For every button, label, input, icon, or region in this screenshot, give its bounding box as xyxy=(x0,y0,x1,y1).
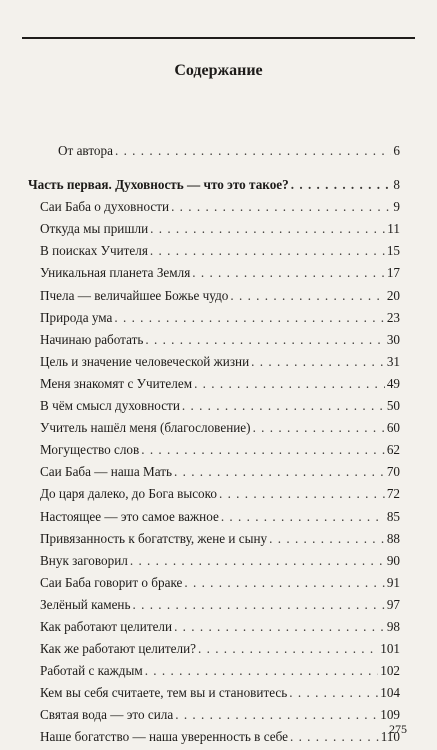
toc-entry[interactable] xyxy=(28,240,400,262)
leader-dots xyxy=(174,616,385,638)
toc-entry[interactable] xyxy=(28,638,400,660)
toc-entry-page: 49 xyxy=(386,375,400,391)
leader-dots xyxy=(194,373,385,395)
toc-entry-page: 98 xyxy=(386,618,400,634)
toc-part-heading[interactable] xyxy=(28,174,400,196)
leader-dots xyxy=(182,395,385,417)
toc-entry[interactable] xyxy=(28,395,400,417)
leader-dots xyxy=(291,174,392,196)
toc-entry-page: 88 xyxy=(386,530,400,546)
toc-entry-label: В поисках Учителя xyxy=(40,243,148,259)
header-rule xyxy=(22,37,415,39)
toc-entry-page: 60 xyxy=(386,420,400,436)
toc-part-page: 8 xyxy=(393,177,400,193)
leader-dots xyxy=(141,439,385,461)
toc-entry-label: Саи Баба — наша Мать xyxy=(40,464,173,480)
toc-entry-label: Внук заговорил xyxy=(40,552,128,568)
toc-entry-label: Работай с каждым xyxy=(40,663,143,679)
toc-entry[interactable] xyxy=(28,616,400,638)
page-title: Содержание xyxy=(174,62,263,79)
leader-dots xyxy=(251,351,385,373)
leader-dots xyxy=(115,140,391,162)
leader-dots xyxy=(219,483,385,505)
toc-entry-page: 30 xyxy=(386,331,400,347)
toc-entry[interactable] xyxy=(28,329,400,351)
toc-entry[interactable] xyxy=(28,726,400,748)
leader-dots xyxy=(150,240,385,262)
toc-entry-page: 31 xyxy=(386,353,400,369)
toc-entry-page: 90 xyxy=(386,552,400,568)
leader-dots xyxy=(114,307,384,329)
leader-dots xyxy=(175,704,378,726)
leader-dots xyxy=(184,572,384,594)
leader-dots xyxy=(290,726,379,748)
toc-entry-label: Привязанность к богатству, жене и сыну xyxy=(40,530,268,546)
toc-entry-label: Саи Баба говорит о браке xyxy=(40,574,183,590)
leader-dots xyxy=(289,682,378,704)
toc-entry[interactable] xyxy=(28,285,400,307)
leader-dots xyxy=(174,461,385,483)
toc-entry-label: Цель и значение человеческой жизни xyxy=(40,353,250,369)
toc-entry[interactable] xyxy=(28,218,400,240)
toc-entry[interactable] xyxy=(28,572,400,594)
page-number: 275 xyxy=(389,722,407,736)
toc-entry[interactable] xyxy=(28,307,400,329)
leader-dots xyxy=(198,638,378,660)
leader-dots xyxy=(192,262,385,284)
toc-entry[interactable] xyxy=(28,262,400,284)
leader-dots xyxy=(171,196,391,218)
toc-entry-label: Саи Баба о духовности xyxy=(40,199,170,215)
leader-dots xyxy=(150,218,385,240)
toc-entry-label: Могущество слов xyxy=(40,442,140,458)
toc-entry-page: 62 xyxy=(386,442,400,458)
table-of-contents xyxy=(28,140,400,749)
toc-entry-label: Пчела — величайшее Божье чудо xyxy=(40,287,229,303)
toc-entry[interactable] xyxy=(28,461,400,483)
toc-entry[interactable] xyxy=(28,373,400,395)
toc-entry[interactable] xyxy=(28,483,400,505)
leader-dots xyxy=(145,329,384,351)
toc-entry-page: 9 xyxy=(393,199,400,215)
toc-entry[interactable] xyxy=(28,506,400,528)
toc-entry-label: Кем вы себя считаете, тем вы и становитесь xyxy=(40,685,288,701)
toc-entry[interactable] xyxy=(28,417,400,439)
toc-entry-page: 104 xyxy=(380,685,400,701)
leader-dots xyxy=(130,550,385,572)
toc-entry-label: Уникальная планета Земля xyxy=(40,265,191,281)
toc-entry-label: Настоящее — это самое важное xyxy=(40,508,219,524)
toc-entry-page: 101 xyxy=(380,641,400,657)
toc-entry[interactable] xyxy=(28,196,400,218)
toc-entry-label: Природа ума xyxy=(40,309,113,325)
toc-entry-label: Учитель нашёл меня (благословение) xyxy=(40,420,251,436)
toc-part-label: Часть первая. Духовность — что это такое? xyxy=(28,177,289,193)
toc-entry-page: 11 xyxy=(387,221,400,237)
toc-entry-label: Меня знакомят с Учителем xyxy=(40,375,193,391)
toc-entry-label: Как же работают целители? xyxy=(40,641,197,657)
leader-dots xyxy=(253,417,385,439)
toc-entry[interactable] xyxy=(28,704,400,726)
toc-entry-label: Как работают целители xyxy=(40,618,173,634)
toc-entry-foreword[interactable] xyxy=(28,140,400,162)
toc-entry-page: 17 xyxy=(386,265,400,281)
toc-entry-page: 85 xyxy=(386,508,400,524)
toc-entry-label: От автора xyxy=(58,143,113,158)
toc-entry-page: 20 xyxy=(386,287,400,303)
toc-entry-page: 72 xyxy=(386,486,400,502)
toc-entry[interactable] xyxy=(28,439,400,461)
toc-entry-label: Откуда мы пришли xyxy=(40,221,149,237)
toc-entry-label: Наше богатство — наша уверенность в себе xyxy=(40,729,288,745)
toc-entry-label: В чём смысл духовности xyxy=(40,398,180,414)
toc-entry-label: До царя далеко, до Бога высоко xyxy=(40,486,217,502)
toc-entry-page: 110 xyxy=(380,729,400,745)
leader-dots xyxy=(230,285,384,307)
toc-entry[interactable] xyxy=(28,528,400,550)
toc-entry-label: Начинаю работать xyxy=(40,331,144,347)
toc-entry-page: 91 xyxy=(386,574,400,590)
toc-entry[interactable] xyxy=(28,351,400,373)
toc-entry[interactable] xyxy=(28,660,400,682)
leader-dots xyxy=(269,528,385,550)
toc-entry-page: 102 xyxy=(380,663,400,679)
toc-entry-page: 109 xyxy=(380,707,400,723)
toc-entry-label: Зелёный камень xyxy=(40,596,131,612)
toc-entry[interactable] xyxy=(28,682,400,704)
toc-entry-page: 23 xyxy=(386,309,400,325)
toc-entry[interactable] xyxy=(28,594,400,616)
leader-dots xyxy=(221,506,385,528)
toc-entry-page: 97 xyxy=(386,596,400,612)
leader-dots xyxy=(133,594,385,616)
leader-dots xyxy=(145,660,379,682)
toc-entry-page: 50 xyxy=(386,398,400,414)
toc-entry-page: 6 xyxy=(393,143,400,158)
toc-entry[interactable] xyxy=(28,550,400,572)
toc-entry-label: Святая вода — это сила xyxy=(40,707,174,723)
toc-entry-page: 70 xyxy=(386,464,400,480)
toc-entry-page: 15 xyxy=(386,243,400,259)
toc-items xyxy=(28,196,400,748)
